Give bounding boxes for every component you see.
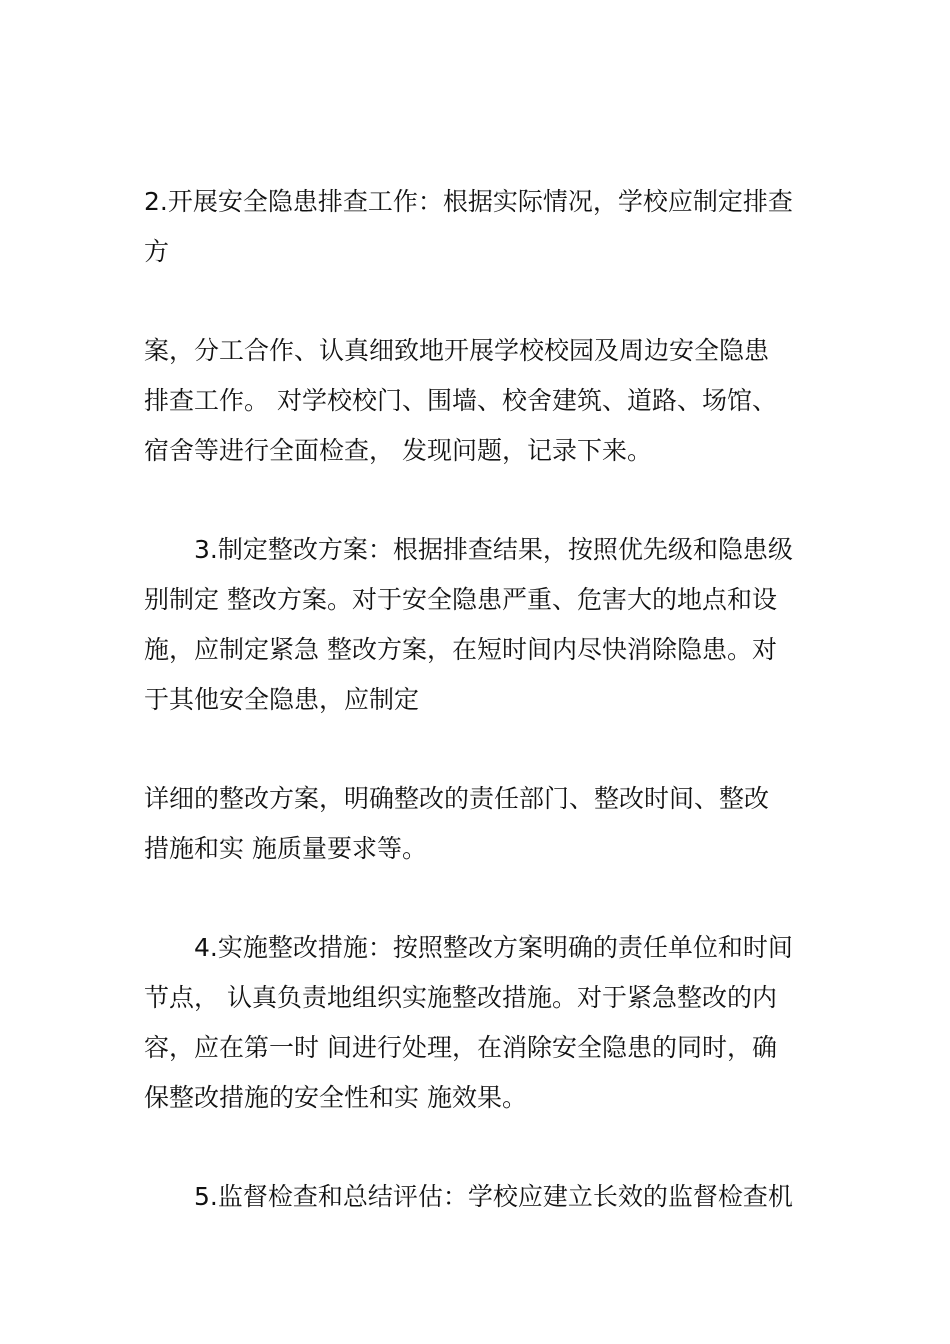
text-line: 5.监督检查和总结评估：学校应建立长效的监督检查机 xyxy=(194,1182,793,1211)
text-line: 容，应在第一时 间进行处理，在消除安全隐患的同时，确 xyxy=(144,1033,777,1062)
text-line: 4.实施整改措施：按照整改方案明确的责任单位和时间 xyxy=(194,933,793,962)
text-line: 详细的整改方案，明确整改的责任部门、整改时间、整改 xyxy=(144,784,770,813)
text-line: 排查工作。 对学校校门、围墙、校舍建筑、道路、场馆、 xyxy=(144,386,777,415)
text-line: 别制定 整改方案。对于安全隐患严重、危害大的地点和设 xyxy=(144,585,777,614)
text-line: 节点， 认真负责地组织实施整改措施。对于紧急整改的内 xyxy=(144,983,777,1012)
text-line: 3.制定整改方案：根据排查结果，按照优先级和隐患级 xyxy=(194,535,793,564)
text-line: 于其他安全隐患，应制定 xyxy=(144,685,420,714)
text-line: 案，分工合作、认真细致地开展学校校园及周边安全隐患 xyxy=(144,336,770,365)
text-line: 宿舍等进行全面检查， 发现问题，记录下来。 xyxy=(144,436,652,465)
text-line: 保整改措施的安全性和实 施效果。 xyxy=(144,1083,527,1112)
text-line: 2.开展安全隐患排查工作：根据实际情况，学校应制定排查 xyxy=(144,187,793,216)
text-line: 措施和实 施质量要求等。 xyxy=(144,834,427,863)
text-line: 施，应制定紧急 整改方案，在短时间内尽快消除隐患。对 xyxy=(144,635,777,664)
text-line: 方 xyxy=(144,237,170,266)
